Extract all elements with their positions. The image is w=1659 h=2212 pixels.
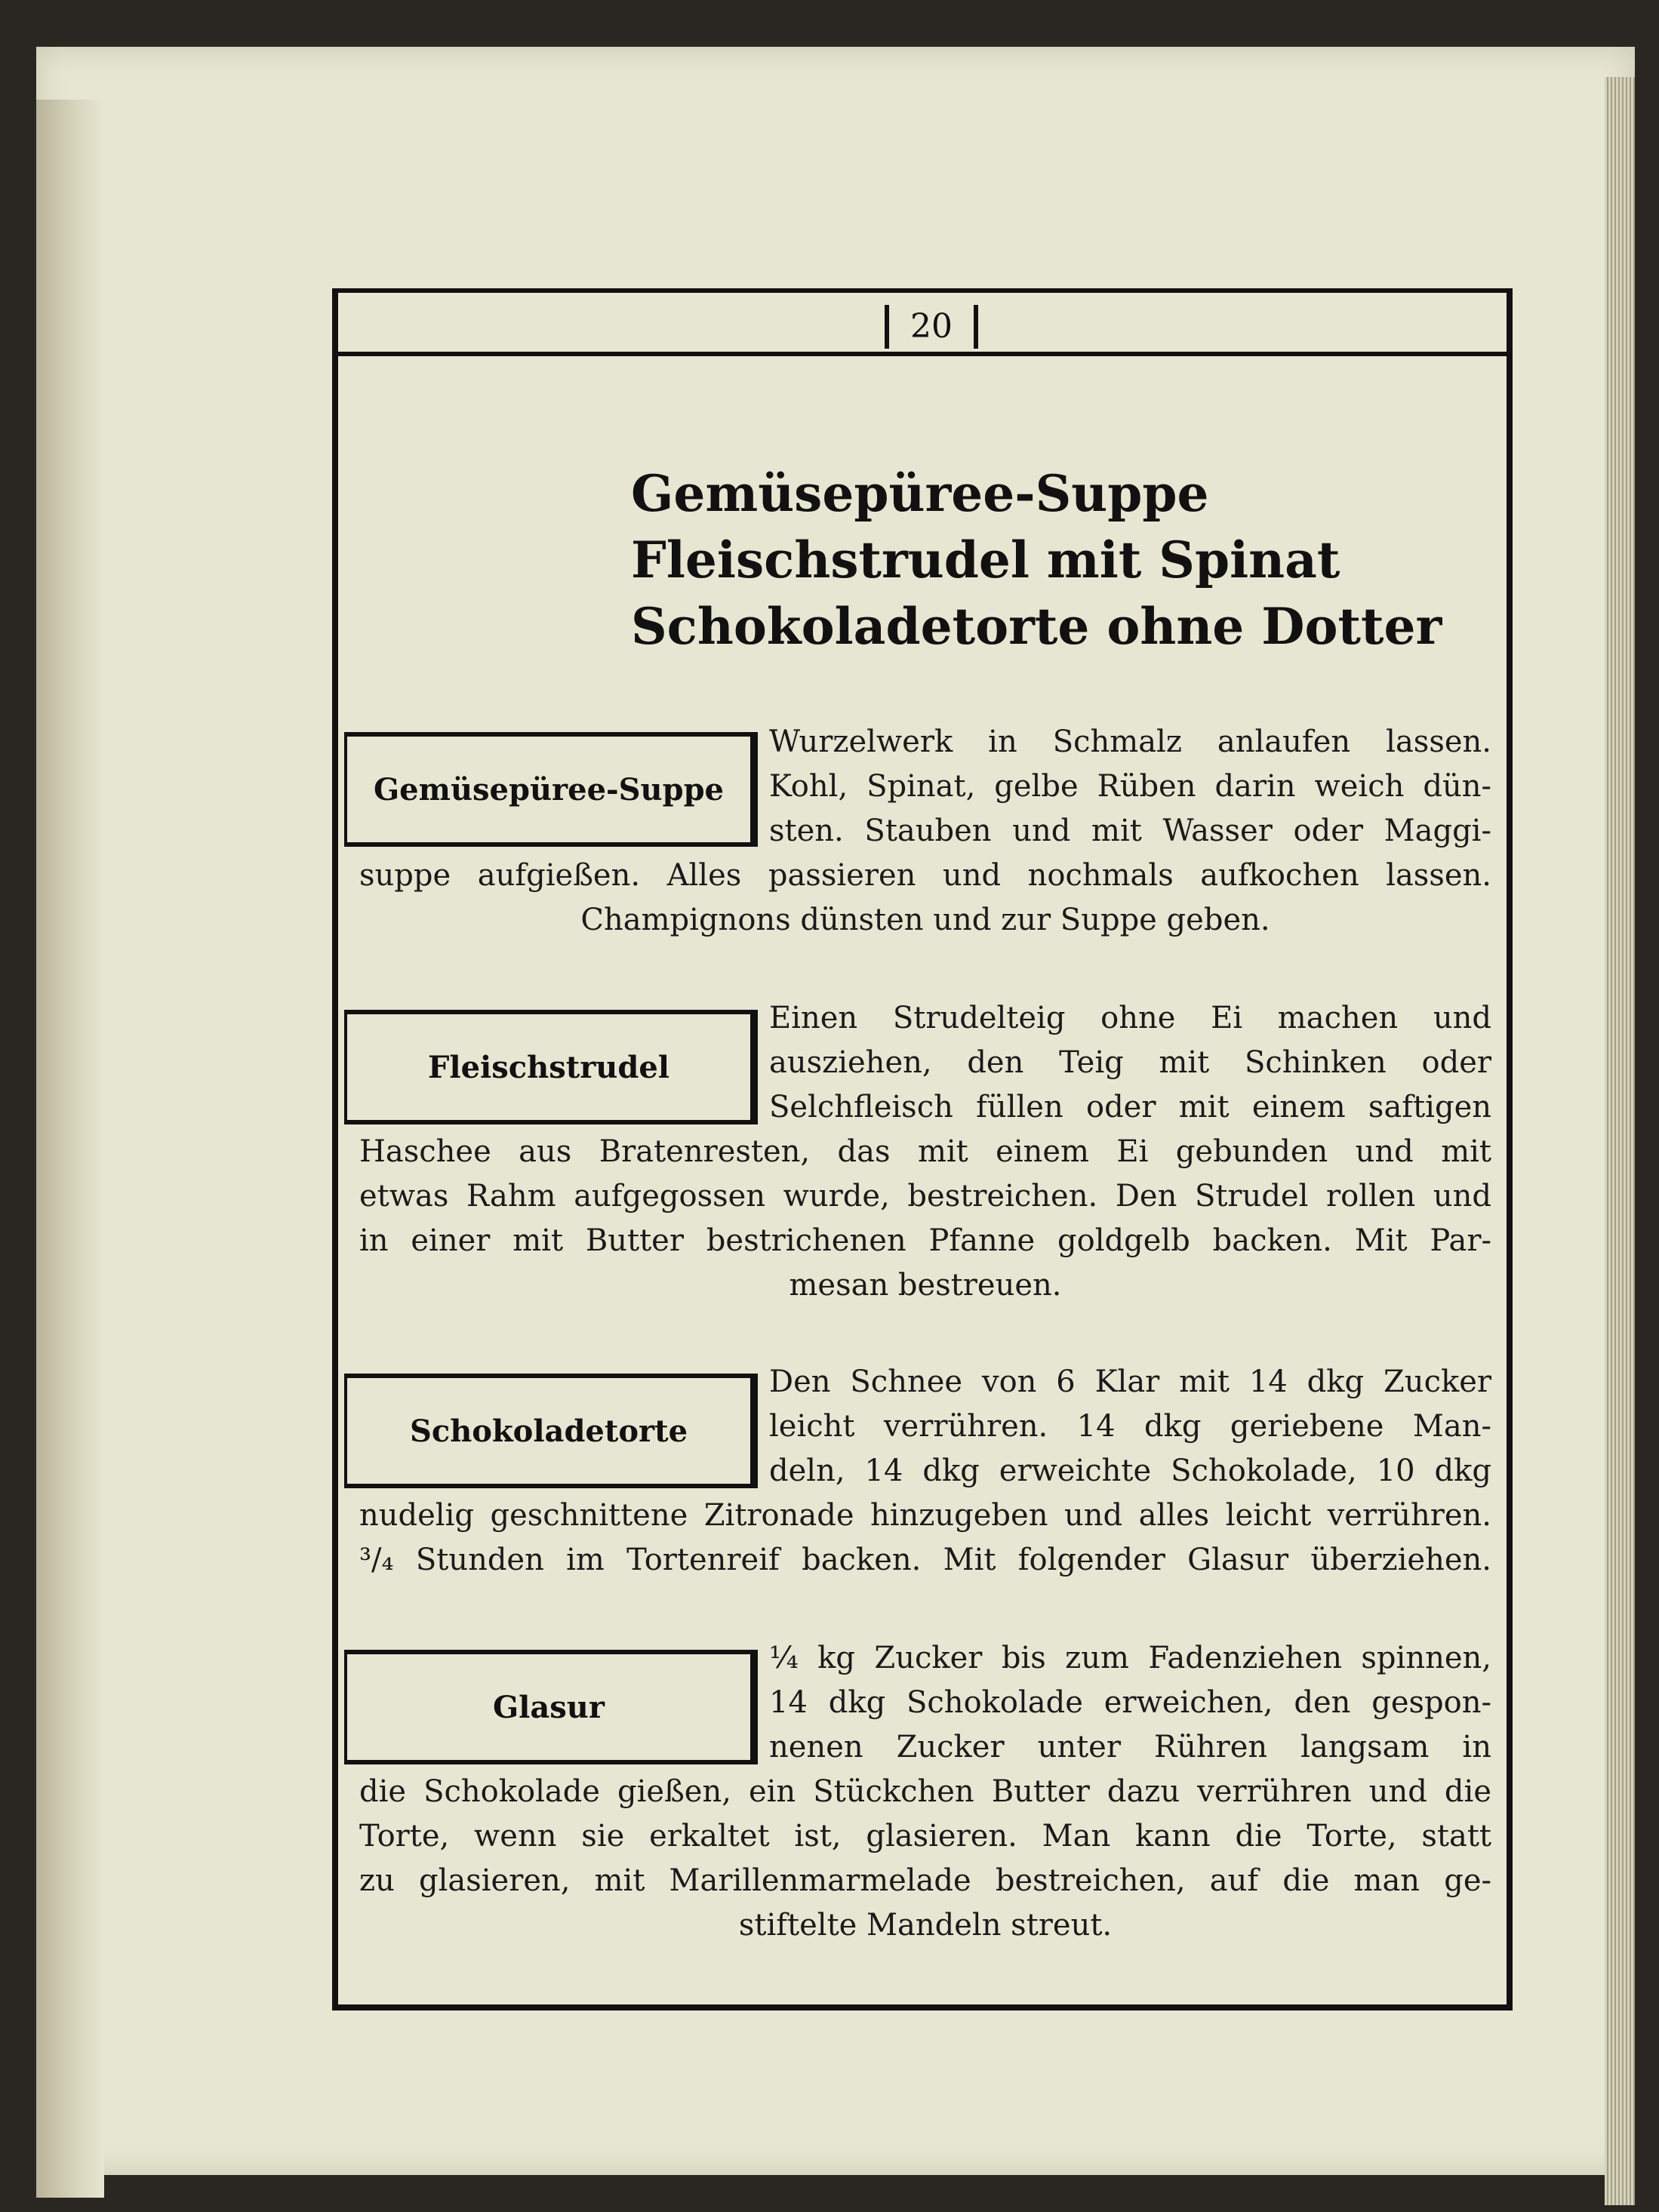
recipe-label: Fleischstrudel xyxy=(428,1049,669,1085)
text-line: suppe aufgießen. Alles passieren und nochmals aufkochen lassen. xyxy=(359,858,1491,893)
recipe-label: Glasur xyxy=(493,1689,605,1725)
text-line: etwas Rahm aufgegossen wurde, bestreichen. Den Strudel rollen und xyxy=(359,1179,1491,1214)
book-page xyxy=(36,47,1635,2175)
text-line: zu glasieren, mit Marillenmarmelade bestreichen, auf die man ge- xyxy=(359,1863,1491,1898)
text-line: leicht verrühren. 14 dkg geriebene Man- xyxy=(769,1409,1491,1444)
text-line: in einer mit Butter bestrichenen Pfanne goldgelb backen. Mit Par- xyxy=(359,1223,1491,1258)
book-spine xyxy=(36,100,104,2198)
text-line: nudelig geschnittene Zitronade hinzugeben und alles leicht verrühren. xyxy=(359,1498,1491,1533)
recipe-text xyxy=(359,996,1491,1308)
text-line: ³/₄ Stunden im Tortenreif backen. Mit folgender Glasur überziehen. xyxy=(359,1543,1491,1577)
text-line: Den Schnee von 6 Klar mit 14 dkg Zucker xyxy=(769,1364,1491,1399)
text-line: Selchfleisch füllen oder mit einem saftigen xyxy=(769,1090,1491,1124)
text-line: Kohl, Spinat, gelbe Rüben darin weich dün- xyxy=(769,769,1491,804)
text-line: Wurzelwerk in Schmalz anlaufen lassen. xyxy=(769,725,1491,759)
recipe-text xyxy=(359,1636,1491,1948)
recipe-label: Schokoladetorte xyxy=(409,1413,688,1449)
recipe-text xyxy=(359,1360,1491,1583)
title-line: Schokoladetorte ohne Dotter xyxy=(631,597,1442,656)
recipe-label: Gemüsepüree-Suppe xyxy=(374,771,724,808)
page-titles xyxy=(631,460,1461,660)
text-line: stiftelte Mandeln streut. xyxy=(738,1908,1113,1943)
text-line: Einen Strudelteig ohne Ei machen und xyxy=(769,1001,1491,1035)
text-line: Champignons dünsten und zur Suppe geben. xyxy=(580,903,1270,937)
header-rule xyxy=(338,352,1507,356)
text-line: die Schokolade gießen, ein Stückchen Butter dazu verrühren und die xyxy=(359,1774,1491,1809)
text-line: ausziehen, den Teig mit Schinken oder xyxy=(769,1045,1491,1080)
text-line: Haschee aus Bratenresten, das mit einem Ei gebunden und mit xyxy=(359,1134,1491,1169)
text-line: nenen Zucker unter Rühren langsam in xyxy=(769,1730,1491,1764)
text-line: Torte, wenn sie erkaltet ist, glasieren. Man kann die Torte, statt xyxy=(359,1819,1491,1854)
text-line: ¼ kg Zucker bis zum Fadenziehen spinnen, xyxy=(769,1641,1491,1675)
text-line: deln, 14 dkg erweichte Schokolade, 10 dkg xyxy=(769,1454,1491,1488)
recipe-text xyxy=(359,720,1491,943)
page-frame xyxy=(332,288,1513,2010)
page-edges xyxy=(1605,77,1635,2205)
title-line: Fleischstrudel mit Spinat xyxy=(631,531,1340,589)
text-line: sten. Stauben und mit Wasser oder Maggi- xyxy=(769,814,1491,848)
text-line: 14 dkg Schokolade erweichen, den gespon- xyxy=(769,1685,1491,1720)
text-line: mesan bestreuen. xyxy=(789,1268,1062,1303)
title-line: Gemüsepüree-Suppe xyxy=(631,464,1209,523)
page-number: 20 xyxy=(885,305,978,349)
